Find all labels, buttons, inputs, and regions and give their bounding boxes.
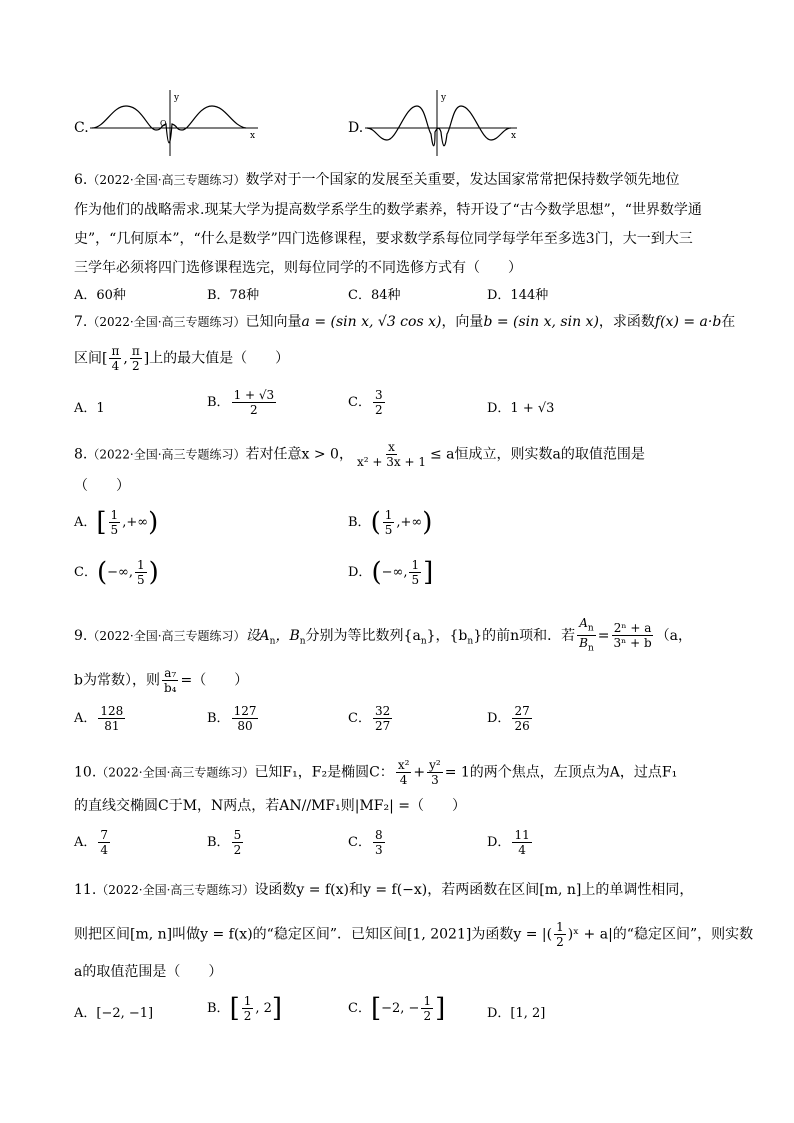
q11-number: 11. xyxy=(74,882,97,898)
q10-source: （2022·全国·高三专题练习） xyxy=(96,765,255,780)
q7-function: f(x) = a·b xyxy=(654,314,722,330)
q7-option-a: A．1 xyxy=(74,401,105,416)
q11-line2: 则把区间[m, n]叫做y = f(x)的“稳定区间”．已知区间[1, 2021]为函数y = |( $\frac{1}{2}$ )ˣ + a|的“稳定区间”，则实数 xyxy=(74,920,754,949)
q10-option-c: C． $\frac{8}{3}$ xyxy=(348,828,383,857)
graph-c-origin: O xyxy=(160,119,167,128)
q7-text-a: 已知向量 xyxy=(245,314,302,330)
q7-text-d: 在 xyxy=(721,314,736,330)
q6-line3: 史”，“几何原本”，“什么是数学”四门选修课程，要求数学系每位同学每学年至多选3门，大一到大三 xyxy=(74,231,693,247)
graph-d-y-label: y xyxy=(441,93,447,103)
option-d-label: D. xyxy=(348,120,364,136)
q8-source: （2022·全国·高三专题练习） xyxy=(87,447,246,462)
q8-option-c: C．(−∞, $\frac{1}{5}$ ) xyxy=(74,557,159,588)
q6-line4: 三学年必须将四门选修课程选完，则每位同学的不同选修方式有（ ） xyxy=(74,260,522,276)
q7-line1 xyxy=(74,312,735,332)
q9-frac-a7-b4: $\frac{\text{a₇}}{\text{b₄}}$ xyxy=(163,666,177,695)
q10-option-b: B． $\frac{5}{2}$ xyxy=(207,828,242,857)
q9-option-c: C． $\frac{32}{27}$ xyxy=(348,704,391,733)
q6-line1 xyxy=(74,170,680,190)
q11-option-b: B．[ $\frac{1}{2}$ , 2] xyxy=(207,993,283,1024)
q7-interval-close: ]上的最大值是（ ） xyxy=(143,350,290,367)
q6-line2: 作为他们的战略需求.现某大学为提高数学系学生的数学素养，特开设了“古今数学思想”，“世界数学通 xyxy=(74,202,702,218)
q11-line1: 11.（2022·全国·高三专题练习）设函数y = f(x)和y = f(−x)，若两函数在区间[m, n]上的单调性相同， xyxy=(74,882,694,898)
option-c-label: C. xyxy=(74,120,89,136)
q6-option-c: C．84种 xyxy=(348,288,401,303)
q7-text-b: ，向量 xyxy=(441,314,484,330)
graph-d-x-label: x xyxy=(511,131,517,141)
q8-text-b: ≤ a恒成立，则实数a的取值范围是 xyxy=(429,446,645,463)
graph-c-x-label: x xyxy=(250,131,256,141)
graph-c xyxy=(90,88,260,158)
q7-number: 7. xyxy=(74,314,88,330)
q11-option-a: A．[−2, −1] xyxy=(74,1006,154,1021)
q6-option-b: B．78种 xyxy=(207,288,260,303)
q7-text-c: ，求函数 xyxy=(598,314,655,330)
q7-option-b: B． $\frac{1 + √3}{2}$ xyxy=(207,388,275,417)
graph-c-curve xyxy=(92,106,246,143)
q9-line1: 9.（2022·全国·高三专题练习）设$A_n$，$B_n$分别为等比数列$\{a_n\}$，$\{b_n\}$的前n项和．若 $\frac{A_n}{B_n}$ = $\frac{\text{2ⁿ + a}}{\text{3ⁿ + b}}$ （a， xyxy=(74,616,693,654)
q6-option-a: A．60种 xyxy=(74,288,126,303)
q9-number: 9. xyxy=(74,627,88,644)
q6-option-d: D．144种 xyxy=(487,288,549,303)
q7-vector-b: b = (sin x, sin x) xyxy=(483,314,599,330)
q8-option-d: D．(−∞, $\frac{1}{5}$ ] xyxy=(348,557,434,588)
q6-number: 6. xyxy=(74,172,88,188)
q10-line2: 的直线交椭圆C于M，N两点，若AN//MF₁则|MF₂| =（ ） xyxy=(74,798,467,814)
q11-option-d: D．[1, 2] xyxy=(487,1006,546,1021)
q8-line1 xyxy=(74,440,645,469)
q10-option-d: D． $\frac{11}{4}$ xyxy=(487,828,530,857)
q11-source: （2022·全国·高三专题练习） xyxy=(96,883,255,897)
graph-d xyxy=(365,88,525,158)
q8-option-b: B．( $\frac{1}{5}$ ,+∞) xyxy=(348,507,433,538)
q9-frac-ratio: $\frac{A_n}{B_n}$ xyxy=(579,616,594,654)
graph-c-y-label: y xyxy=(174,93,180,103)
q9-source: （2022·全国·高三专题练习） xyxy=(87,628,246,643)
q10-number: 10. xyxy=(74,764,97,781)
q8-option-a: A．[ $\frac{1}{5}$ ,+∞) xyxy=(74,507,159,538)
q9-line2: b为常数），则 $\frac{\text{a₇}}{\text{b₄}}$ =（ ） xyxy=(74,666,249,695)
q7-frac-pi-4: $\frac{\pi}{4}$ xyxy=(111,344,120,373)
q8-paren: （ ） xyxy=(74,478,130,494)
q7-vector-a: a = (sin x, √3 cos x) xyxy=(301,314,442,330)
q7-frac-pi-2: $\frac{\pi}{2}$ xyxy=(131,344,140,373)
q7-option-c: C． $\frac{3}{2}$ xyxy=(348,388,383,417)
q7-line2: 区间[ $\frac{\pi}{4}$ , $\frac{\pi}{2}$ ]上的最大值是（ ） xyxy=(74,344,290,373)
graph-d-curve xyxy=(367,106,511,146)
q11-option-c: C．[−2, − $\frac{1}{2}$ ] xyxy=(348,993,446,1024)
q10-line1: 10.（2022·全国·高三专题练习）已知F₁，F₂是椭圆C： $\frac{\text{x²}}{4}$ + $\frac{\text{y²}}{3}$ = 1的两个焦点，左顶点为A，过点F₁ xyxy=(74,758,678,787)
q6-source: （2022·全国·高三专题练习） xyxy=(87,173,246,187)
q8-fraction: $\frac{x}{\text{x² + 3x + 1}}$ xyxy=(356,440,426,469)
q11-line3: a的取值范围是（ ） xyxy=(74,964,223,980)
q6-text: 数学对于一个国家的发展至关重要，发达国家常常把保持数学领先地位 xyxy=(245,172,680,188)
q9-option-a: A． $\frac{128}{81}$ xyxy=(74,704,124,733)
q7-option-d: D．1 + √3 xyxy=(487,401,555,416)
q7-source: （2022·全国·高三专题练习） xyxy=(87,315,246,329)
q8-text-a: 若对任意x > 0， xyxy=(245,446,353,463)
q7-interval-open: 区间[ xyxy=(74,350,108,367)
q9-option-b: B． $\frac{127}{80}$ xyxy=(207,704,257,733)
q9-option-d: D． $\frac{27}{26}$ xyxy=(487,704,530,733)
q10-option-a: A． $\frac{7}{4}$ xyxy=(74,828,109,857)
q9-frac-expr: $\frac{\text{2ⁿ + a}}{\text{3ⁿ + b}}$ xyxy=(613,621,652,651)
q8-number: 8. xyxy=(74,446,88,463)
